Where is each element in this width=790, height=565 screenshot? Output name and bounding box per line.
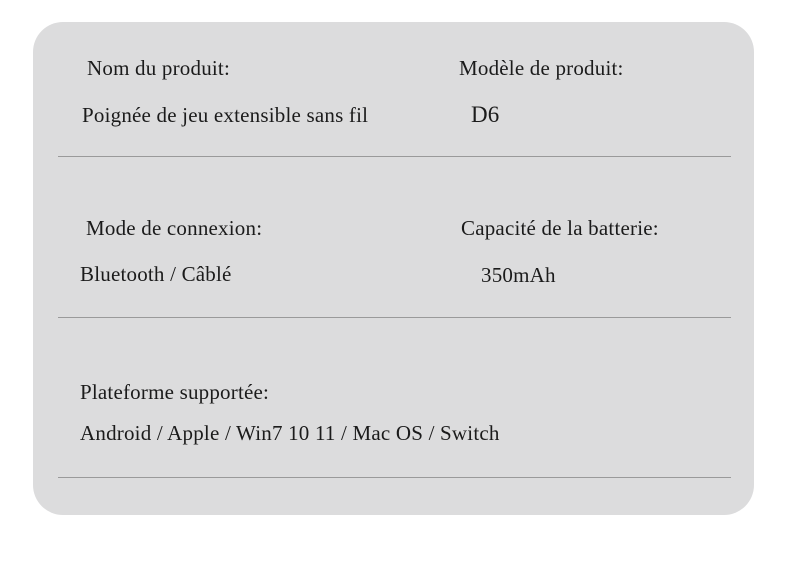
connection-mode-value: Bluetooth / Câblé bbox=[80, 262, 232, 286]
product-name-value: Poignée de jeu extensible sans fil bbox=[82, 103, 369, 127]
section-divider-2 bbox=[58, 317, 731, 318]
product-name-label: Nom du produit: bbox=[87, 56, 230, 80]
connection-mode-label: Mode de connexion: bbox=[86, 216, 263, 240]
product-spec-card bbox=[33, 22, 754, 515]
product-model-label: Modèle de produit: bbox=[459, 56, 624, 80]
section-divider-1 bbox=[58, 156, 731, 157]
supported-platform-value: Android / Apple / Win7 10 11 / Mac OS / Switch bbox=[80, 421, 500, 445]
supported-platform-label: Plateforme supportée: bbox=[80, 380, 270, 404]
product-model-value: D6 bbox=[471, 102, 500, 127]
battery-capacity-value: 350mAh bbox=[481, 263, 556, 287]
section-divider-3 bbox=[58, 477, 731, 478]
battery-capacity-label: Capacité de la batterie: bbox=[461, 216, 659, 240]
